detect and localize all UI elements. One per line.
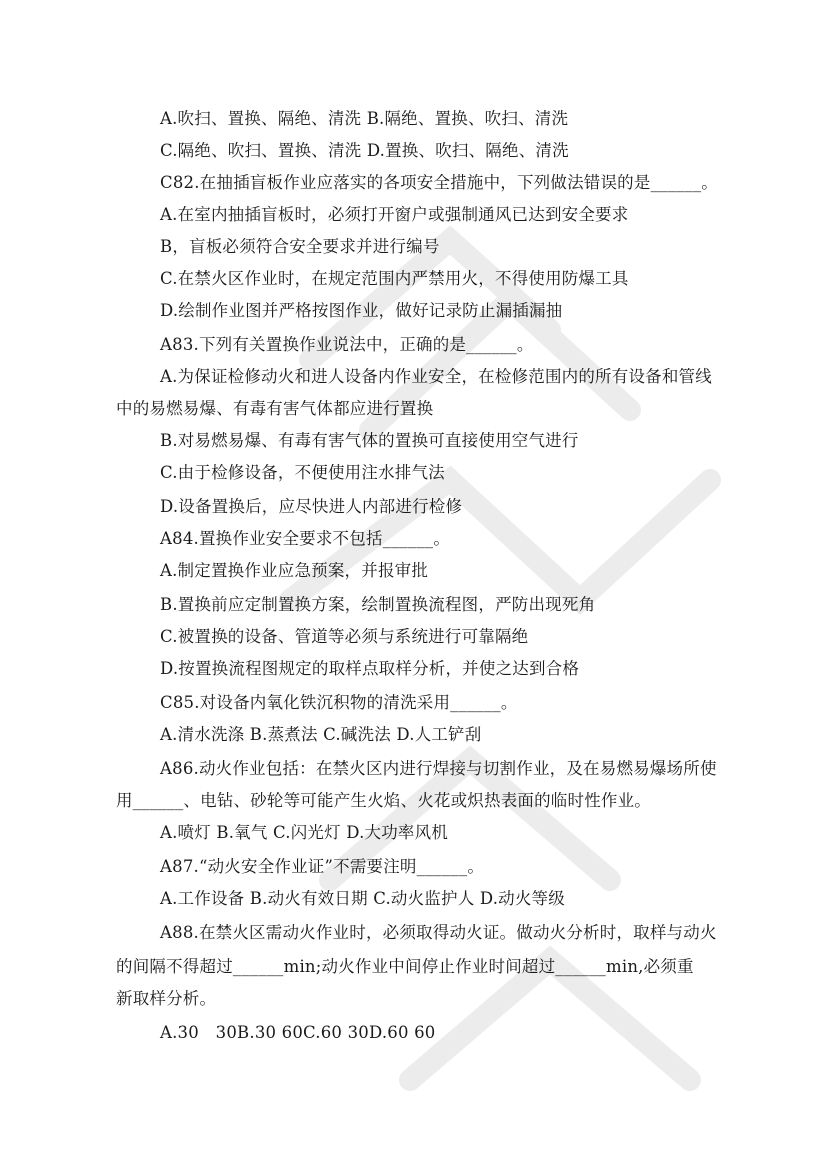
text-line: A.制定置换作业应急预案，并报审批 <box>160 561 429 580</box>
text-line: D.绘制作业图并严格按图作业，做好记录防止漏插漏抽 <box>160 301 563 320</box>
text-line: 的间隔不得超过______min;动火作业中间停止作业时间超过______min,必须重 <box>116 957 694 976</box>
question-a83: A83.下列有关置换作业说法中，正确的是______。 <box>160 335 534 354</box>
question-c82: C82.在抽插盲板作业应落实的各项安全措施中，下列做法错误的是______。 <box>160 173 718 192</box>
question-c85: C85.对设备内氧化铁沉积物的清洗采用______。 <box>160 693 518 712</box>
text-line: 中的易燃易爆、有毒有害气体都应进行置换 <box>116 399 434 418</box>
text-line: C.隔绝、吹扫、置换、清洗 D.置换、吹扫、隔绝、清洗 <box>160 141 569 160</box>
text-line: D.设备置换后，应尽快进人内部进行检修 <box>160 497 463 516</box>
text-line: C.被置换的设备、管道等必须与系统进行可靠隔绝 <box>160 627 529 646</box>
text-line: A.工作设备 B.动火有效日期 C.动火监护人 D.动火等级 <box>160 889 565 908</box>
text-line: A.喷灯 B.氧气 C.闪光灯 D.大功率风机 <box>160 823 449 842</box>
question-a86: A86.动火作业包括：在禁火区内进行焊接与切割作业，及在易燃易爆场所使 <box>160 759 717 778</box>
text-line: A.30 30B.30 60C.60 30D.60 60 <box>160 1023 436 1042</box>
text-line: B，盲板必须符合安全要求并进行编号 <box>160 237 440 256</box>
text-line: A.为保证检修动火和进人设备内作业安全，在检修范围内的所有设备和管线 <box>160 367 712 386</box>
text-line: 新取样分析。 <box>116 989 217 1008</box>
text-line: A.吹扫、置换、隔绝、清洗 B.隔绝、置换、吹扫、清洗 <box>160 109 569 128</box>
text-line: A.清水洗涤 B.蒸煮法 C.碱洗法 D.人工铲刮 <box>160 725 482 744</box>
question-a84: A84.置换作业安全要求不包括______。 <box>160 529 451 548</box>
text-line: B.对易燃易爆、有毒有害气体的置换可直接使用空气进行 <box>160 431 579 450</box>
question-a88: A88.在禁火区需动火作业时，必须取得动火证。做动火分析时，取样与动火 <box>160 923 717 942</box>
text-line: B.置换前应定制置换方案，绘制置换流程图，严防出现死角 <box>160 595 596 614</box>
text-line: 用______、电钻、砂轮等可能产生火焰、火花或炽热表面的临时性作业。 <box>116 791 651 810</box>
text-line: A.在室内抽插盲板时，必须打开窗户或强制通风已达到安全要求 <box>160 205 629 224</box>
text-line: C.在禁火区作业时，在规定范围内严禁用火，不得使用防爆工具 <box>160 269 629 288</box>
text-line: C.由于检修设备，不便使用注水排气法 <box>160 463 445 482</box>
question-a87: A87.“动火安全作业证”不需要注明______。 <box>160 857 485 876</box>
text-line: D.按置换流程图规定的取样点取样分析，并使之达到合格 <box>160 659 580 678</box>
